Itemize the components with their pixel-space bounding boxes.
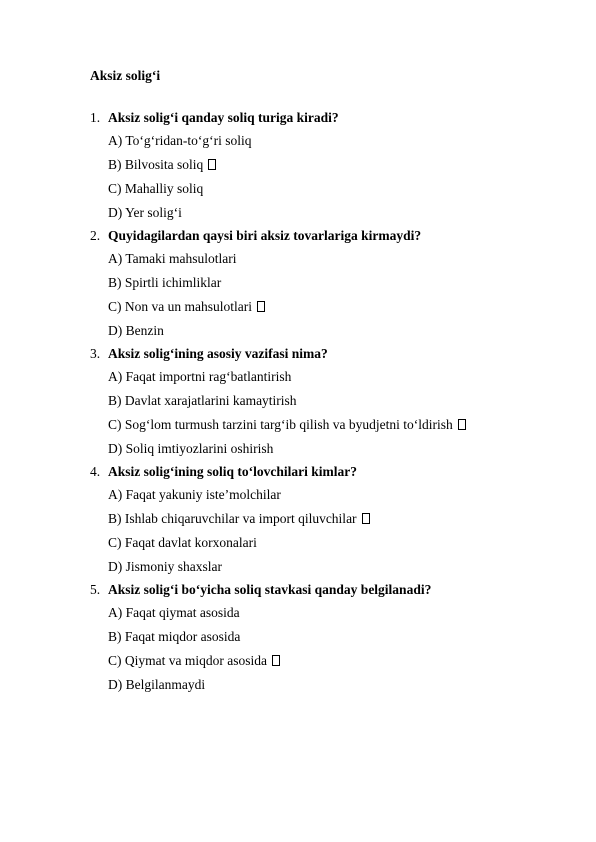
answer-option-d [90, 201, 580, 225]
question-text: Quyidagilardan qaysi biri aksiz tovarlariga kirmaydi? [108, 228, 422, 243]
document-title: Aksiz solig‘i [90, 68, 161, 83]
option-text: D) Jismoniy shaxslar [108, 559, 222, 574]
option-text: C) Non va un mahsulotlari [108, 299, 252, 314]
option-text: D) Soliq imtiyozlarini oshirish [108, 441, 274, 456]
option-text: A) Faqat yakuniy iste’molchilar [108, 487, 281, 502]
question-header [90, 461, 580, 483]
correct-mark-icon [362, 513, 370, 524]
option-text: C) Qiymat va miqdor asosida [108, 653, 267, 668]
question-text: Aksiz solig‘ining asosiy vazifasi nima? [108, 346, 328, 361]
option-text: B) Davlat xarajatlarini kamaytirish [108, 393, 297, 408]
question-number: 2. [90, 228, 101, 243]
correct-mark-icon [272, 655, 280, 666]
option-text: A) Faqat importni rag‘batlantirish [108, 369, 292, 384]
answer-option-d [90, 319, 580, 343]
option-text: D) Benzin [108, 323, 164, 338]
answer-option-d [90, 673, 580, 697]
option-text: B) Faqat miqdor asosida [108, 629, 241, 644]
answer-option-c [90, 649, 580, 673]
option-text: C) Mahalliy soliq [108, 181, 204, 196]
answer-option-c [90, 531, 580, 555]
option-text: B) Spirtli ichimliklar [108, 275, 222, 290]
answer-option-a [90, 247, 580, 271]
answer-option-b [90, 153, 580, 177]
answer-option-c [90, 413, 580, 437]
question-text: Aksiz solig‘i bo‘yicha soliq stavkasi qanday belgilanadi? [108, 582, 432, 597]
correct-mark-icon [458, 419, 466, 430]
option-text: B) Ishlab chiqaruvchilar va import qiluvchilar [108, 511, 357, 526]
question-1 [90, 107, 580, 225]
answer-option-a [90, 601, 580, 625]
option-text: C) Sog‘lom turmush tarzini targ‘ib qilish va byudjetni to‘ldirish [108, 417, 453, 432]
question-number: 1. [90, 110, 101, 125]
question-list [90, 107, 580, 697]
correct-mark-icon [257, 301, 265, 312]
answer-option-a [90, 483, 580, 507]
option-text: C) Faqat davlat korxonalari [108, 535, 257, 550]
option-text: A) Tamaki mahsulotlari [108, 251, 237, 266]
answer-option-b [90, 625, 580, 649]
question-number: 5. [90, 582, 101, 597]
question-2 [90, 225, 580, 343]
answer-option-c [90, 295, 580, 319]
question-4 [90, 461, 580, 579]
answer-option-d [90, 437, 580, 461]
question-text: Aksiz solig‘ining soliq to‘lovchilari kimlar? [108, 464, 358, 479]
option-text: A) To‘g‘ridan-to‘g‘ri soliq [108, 133, 252, 148]
question-header [90, 107, 580, 129]
option-text: A) Faqat qiymat asosida [108, 605, 240, 620]
question-header [90, 343, 580, 365]
option-text: B) Bilvosita soliq [108, 157, 204, 172]
correct-mark-icon [208, 159, 216, 170]
question-5 [90, 579, 580, 697]
answer-option-a [90, 129, 580, 153]
question-text: Aksiz solig‘i qanday soliq turiga kiradi? [108, 110, 339, 125]
answer-option-b [90, 389, 580, 413]
answer-option-d [90, 555, 580, 579]
question-number: 3. [90, 346, 101, 361]
answer-option-b [90, 507, 580, 531]
answer-option-b [90, 271, 580, 295]
question-3 [90, 343, 580, 461]
question-number: 4. [90, 464, 101, 479]
answer-option-a [90, 365, 580, 389]
question-header [90, 579, 580, 601]
answer-option-c [90, 177, 580, 201]
option-text: D) Belgilanmaydi [108, 677, 206, 692]
option-text: D) Yer solig‘i [108, 205, 182, 220]
question-header [90, 225, 580, 247]
